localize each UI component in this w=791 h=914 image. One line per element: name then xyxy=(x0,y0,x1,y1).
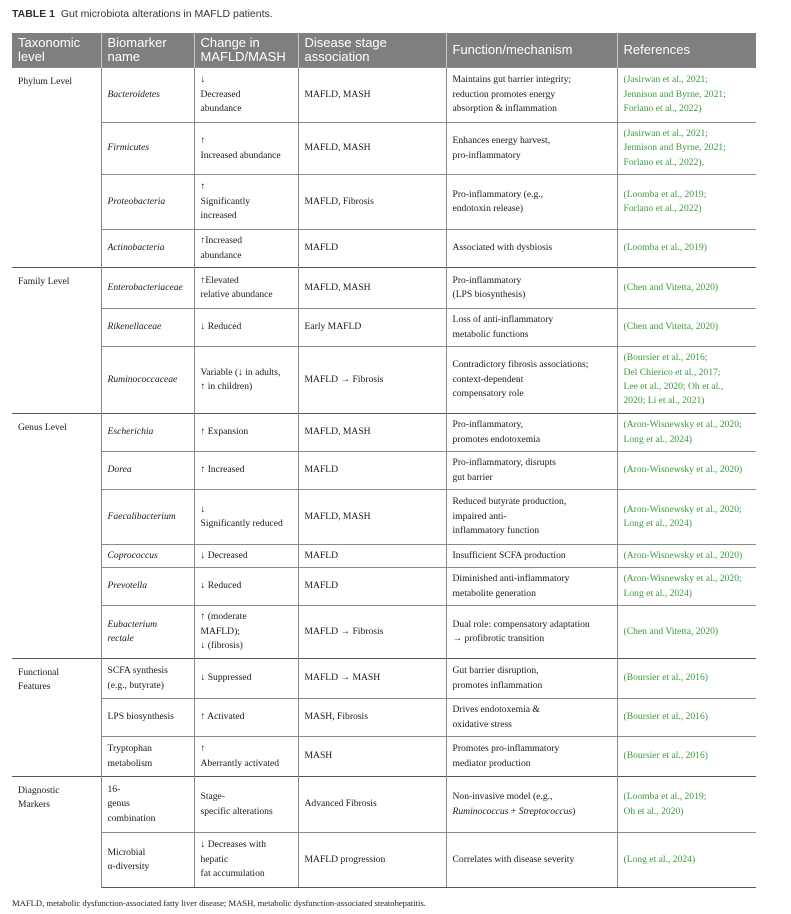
microbiota-table xyxy=(12,33,756,888)
references-cell: (Chen and Vitetta, 2020) xyxy=(617,309,756,347)
references-cell: (Aron-Wisnewsky et al., 2020; Long et al., 2024) xyxy=(617,568,756,606)
function-cell: Associated with dysbiosis xyxy=(446,230,617,268)
table-row xyxy=(12,68,756,123)
references-cell: (Loomba et al., 2019; Oh et al., 2020) xyxy=(617,777,756,833)
stage-cell: MASH xyxy=(298,737,446,777)
biomarker-name-cell: Faecalibacterium xyxy=(101,490,194,545)
stage-cell: MASH, Fibrosis xyxy=(298,699,446,737)
header-taxonomic-level: Taxonomic level xyxy=(12,33,101,68)
references-cell: (Boursier et al., 2016) xyxy=(617,737,756,777)
taxonomic-level-cell: Genus Level xyxy=(12,414,101,659)
table-row xyxy=(12,230,756,268)
table-row xyxy=(12,175,756,230)
table-caption xyxy=(12,8,273,20)
stage-cell: Early MAFLD xyxy=(298,309,446,347)
stage-cell: MAFLD xyxy=(298,452,446,490)
change-cell: ↓ Reduced xyxy=(194,309,298,347)
references-cell: (Boursier et al., 2016) xyxy=(617,699,756,737)
references-cell: (Aron-Wisnewsky et al., 2020) xyxy=(617,452,756,490)
change-cell: ↑ Aberrantly activated xyxy=(194,737,298,777)
table-row xyxy=(12,123,756,175)
change-cell: ↑ Expansion xyxy=(194,414,298,452)
function-cell: Reduced butyrate production, impaired anti- inflammatory function xyxy=(446,490,617,545)
biomarker-name-cell: Ruminococcaceae xyxy=(101,347,194,414)
function-cell: Non-invasive model (e.g., Ruminococcus + Streptococcus) xyxy=(446,777,617,833)
references-cell: (Loomba et al., 2019) xyxy=(617,230,756,268)
function-cell: Pro-inflammatory (e.g., endotoxin release) xyxy=(446,175,617,230)
biomarker-name-cell: Enterobacteriaceae xyxy=(101,268,194,309)
function-cell: Pro-inflammatory, disrupts gut barrier xyxy=(446,452,617,490)
biomarker-name-cell: Dorea xyxy=(101,452,194,490)
table-row xyxy=(12,347,756,414)
stage-cell: MAFLD, MASH xyxy=(298,68,446,123)
table-row xyxy=(12,545,756,568)
table-row xyxy=(12,777,756,833)
function-cell: Pro-inflammatory, promotes endotoxemia xyxy=(446,414,617,452)
function-cell: Correlates with disease severity xyxy=(446,833,617,888)
biomarker-name-cell: Firmicutes xyxy=(101,123,194,175)
biomarker-name-cell: Actinobacteria xyxy=(101,230,194,268)
references-cell: (Chen and Vitetta, 2020) xyxy=(617,606,756,659)
table-body xyxy=(12,68,756,888)
function-cell: Insufficient SCFA production xyxy=(446,545,617,568)
table-row xyxy=(12,833,756,888)
table-row xyxy=(12,414,756,452)
change-cell: Variable (↓ in adults, ↑ in children) xyxy=(194,347,298,414)
function-cell: Dual role: compensatory adaptation → profibrotic transition xyxy=(446,606,617,659)
change-cell: ↑ Significantly increased xyxy=(194,175,298,230)
change-cell: ↓ Decreases with hepatic fat accumulation xyxy=(194,833,298,888)
references-cell: (Boursier et al., 2016; Del Chierico et al., 2017; Lee et al., 2020; Oh et al., 2020; Li et al., 2021) xyxy=(617,347,756,414)
taxonomic-level-cell: Family Level xyxy=(12,268,101,414)
biomarker-name-cell: Microbial α-diversity xyxy=(101,833,194,888)
references-cell: (Aron-Wisnewsky et al., 2020; Long et al., 2024) xyxy=(617,414,756,452)
change-cell: ↑ Increased abundance xyxy=(194,123,298,175)
change-cell: ↑Increased abundance xyxy=(194,230,298,268)
references-cell: (Aron-Wisnewsky et al., 2020; Long et al., 2024) xyxy=(617,490,756,545)
header-disease-stage: Disease stage association xyxy=(298,33,446,68)
stage-cell: MAFLD → Fibrosis xyxy=(298,606,446,659)
function-cell: Drives endotoxemia & oxidative stress xyxy=(446,699,617,737)
function-cell: Promotes pro-inflammatory mediator production xyxy=(446,737,617,777)
change-cell: ↓ Decreased xyxy=(194,545,298,568)
taxonomic-level-cell: Phylum Level xyxy=(12,68,101,268)
references-cell: (Aron-Wisnewsky et al., 2020) xyxy=(617,545,756,568)
change-cell: ↑ (moderate MAFLD); ↓ (fibrosis) xyxy=(194,606,298,659)
table-row xyxy=(12,309,756,347)
biomarker-name-cell: Proteobacteria xyxy=(101,175,194,230)
stage-cell: MAFLD progression xyxy=(298,833,446,888)
header-references: References xyxy=(617,33,756,68)
table-row xyxy=(12,606,756,659)
biomarker-name-cell: 16- genus combination xyxy=(101,777,194,833)
change-cell: Stage- specific alterations xyxy=(194,777,298,833)
biomarker-name-cell: Prevotella xyxy=(101,568,194,606)
stage-cell: MAFLD, MASH xyxy=(298,490,446,545)
function-cell: Pro-inflammatory (LPS biosynthesis) xyxy=(446,268,617,309)
references-cell: (Long et al., 2024) xyxy=(617,833,756,888)
stage-cell: MAFLD xyxy=(298,545,446,568)
change-cell: ↓ Decreased abundance xyxy=(194,68,298,123)
change-cell: ↓ Reduced xyxy=(194,568,298,606)
biomarker-name-cell: SCFA synthesis (e.g., butyrate) xyxy=(101,659,194,699)
table-row xyxy=(12,737,756,777)
references-cell: (Chen and Vitetta, 2020) xyxy=(617,268,756,309)
stage-cell: MAFLD → MASH xyxy=(298,659,446,699)
change-cell: ↑Elevated relative abundance xyxy=(194,268,298,309)
stage-cell: MAFLD → Fibrosis xyxy=(298,347,446,414)
stage-cell: MAFLD, MASH xyxy=(298,268,446,309)
change-cell: ↓ Suppressed xyxy=(194,659,298,699)
header-change: Change in MAFLD/MASH xyxy=(194,33,298,68)
biomarker-name-cell: Bacteroidetes xyxy=(101,68,194,123)
stage-cell: Advanced Fibrosis xyxy=(298,777,446,833)
taxonomic-level-cell: Functional Features xyxy=(12,659,101,777)
function-cell: Gut barrier disruption, promotes inflammation xyxy=(446,659,617,699)
table-row xyxy=(12,452,756,490)
table-footnote: MAFLD, metabolic dysfunction-associated fatty liver disease; MASH, metabolic dysfunction-associated steatohepatitis. xyxy=(12,898,426,908)
header-function: Function/mechanism xyxy=(446,33,617,68)
references-cell: (Jasirwan et al., 2021; Jennison and Byrne, 2021; Forlano et al., 2022) xyxy=(617,68,756,123)
biomarker-name-cell: Coprococcus xyxy=(101,545,194,568)
function-cell: Enhances energy harvest, pro-inflammatory xyxy=(446,123,617,175)
stage-cell: MAFLD xyxy=(298,230,446,268)
stage-cell: MAFLD, Fibrosis xyxy=(298,175,446,230)
table-row xyxy=(12,659,756,699)
table-label: TABLE 1 xyxy=(12,8,55,20)
function-cell: Loss of anti-inflammatory metabolic functions xyxy=(446,309,617,347)
biomarker-name-cell: Escherichia xyxy=(101,414,194,452)
biomarker-name-cell: LPS biosynthesis xyxy=(101,699,194,737)
table-row xyxy=(12,268,756,309)
biomarker-name-cell: Rikenellaceae xyxy=(101,309,194,347)
biomarker-name-cell: Tryptophan metabolism xyxy=(101,737,194,777)
header-row xyxy=(12,33,756,68)
table-row xyxy=(12,490,756,545)
header-biomarker-name: Biomarker name xyxy=(101,33,194,68)
table-row xyxy=(12,568,756,606)
function-cell: Maintains gut barrier integrity; reduction promotes energy absorption & inflammation xyxy=(446,68,617,123)
function-cell: Diminished anti-inflammatory metabolite generation xyxy=(446,568,617,606)
references-cell: (Loomba et al., 2019; Forlano et al., 2022) xyxy=(617,175,756,230)
stage-cell: MAFLD, MASH xyxy=(298,414,446,452)
stage-cell: MAFLD, MASH xyxy=(298,123,446,175)
table-row xyxy=(12,699,756,737)
change-cell: ↑ Increased xyxy=(194,452,298,490)
biomarker-name-cell: Eubacterium rectale xyxy=(101,606,194,659)
stage-cell: MAFLD xyxy=(298,568,446,606)
function-cell: Contradictory fibrosis associations; context-dependent compensatory role xyxy=(446,347,617,414)
references-cell: (Jasirwan et al., 2021; Jennison and Byrne, 2021; Forlano et al., 2022), xyxy=(617,123,756,175)
references-cell: (Boursier et al., 2016) xyxy=(617,659,756,699)
table-title: Gut microbiota alterations in MAFLD patients. xyxy=(60,8,273,20)
taxonomic-level-cell: Diagnostic Markers xyxy=(12,777,101,888)
change-cell: ↓ Significantly reduced xyxy=(194,490,298,545)
change-cell: ↑ Activated xyxy=(194,699,298,737)
